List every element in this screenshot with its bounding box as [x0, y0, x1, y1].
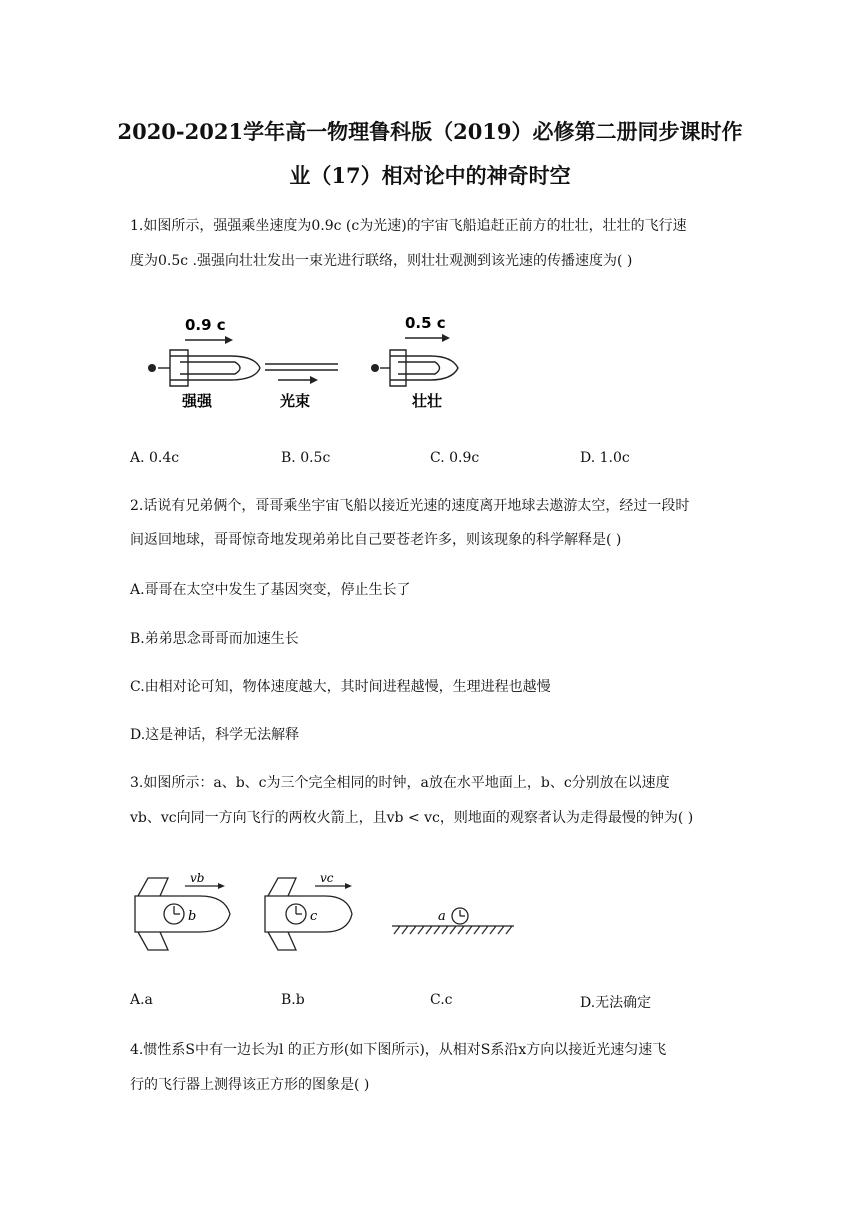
- q3-clock-a: [452, 908, 468, 924]
- q3-clock-c-label: c: [310, 909, 318, 924]
- q3-text-line1: 3.如图所示：a、b、c为三个完全相同的时钟，a放在水平地面上，b、c分别放在以速度: [130, 775, 670, 791]
- q1-option-a[interactable]: A. 0.4c: [130, 450, 180, 466]
- q3-option-a[interactable]: A.a: [130, 992, 153, 1008]
- q3-speed-b: vb: [190, 871, 205, 885]
- q3-option-d[interactable]: D.无法确定: [580, 995, 652, 1011]
- q1-light-beam: [265, 364, 338, 380]
- q3-option-b[interactable]: B.b: [281, 992, 305, 1008]
- q2-text-line2: 间返回地球，哥哥惊奇地发现弟弟比自己要苍老许多，则该现象的科学解释是( ): [130, 532, 622, 548]
- q1-speed-left: 0.9 c: [185, 316, 226, 334]
- q3-text-line2: vb、vc向同一方向飞行的两枚火箭上，且vb < vc，则地面的观察者认为走得最慢的钟为( ): [130, 810, 694, 826]
- q3-clock-b-label: b: [188, 909, 197, 924]
- q2-text-line1: 2.话说有兄弟俩个，哥哥乘坐宇宙飞船以接近光速的速度离开地球去遨游太空，经过一段时: [130, 498, 690, 514]
- q1-rocket-right: [380, 350, 458, 386]
- document-title-line2: 业（17）相对论中的神奇时空: [289, 163, 571, 188]
- q1-option-b[interactable]: B. 0.5c: [281, 450, 331, 466]
- q3-clock-figure: [130, 866, 520, 962]
- q1-rocket-figure: [130, 306, 460, 414]
- q3-clock-a-label: a: [438, 909, 446, 924]
- q1-label-mid: 光束: [280, 392, 311, 410]
- q3-rocket-c: [265, 878, 352, 950]
- q1-label-left: 强强: [182, 392, 213, 410]
- q4-text-line1: 4.惯性系S中有一边长为l 的正方形(如下图所示)，从相对S系沿x方向以接近光速匀速飞: [130, 1042, 667, 1058]
- q1-label-right: 壮壮: [412, 392, 443, 410]
- q1-text-line2: 度为0.5c .强强向壮壮发出一束光进行联络，则壮壮观测到该光速的传播速度为( ): [130, 253, 633, 269]
- q2-option-d[interactable]: D.这是神话，科学无法解释: [130, 727, 300, 743]
- q4-text-line2: 行的飞行器上测得该正方形的图象是( ): [130, 1077, 370, 1093]
- q1-rocket-left: [158, 350, 260, 386]
- q2-option-a[interactable]: A.哥哥在太空中发生了基因突变，停止生长了: [130, 582, 411, 598]
- q3-ground: [392, 926, 514, 934]
- q3-speed-c: vc: [320, 871, 334, 885]
- document-title-line1: 2020-2021学年高一物理鲁科版（2019）必修第二册同步课时作: [117, 119, 743, 144]
- q2-option-b[interactable]: B.弟弟思念哥哥而加速生长: [130, 631, 299, 647]
- q3-option-c[interactable]: C.c: [430, 992, 453, 1008]
- q1-speed-right: 0.5 c: [405, 314, 446, 332]
- q1-text-line1: 1.如图所示，强强乘坐速度为0.9c (c为光速)的宇宙飞船追赶正前方的壮壮，壮壮的飞行速: [130, 218, 687, 234]
- q3-rocket-b: [135, 878, 230, 950]
- q2-option-c[interactable]: C.由相对论可知，物体速度越大，其时间进程越慢，生理进程也越慢: [130, 679, 551, 695]
- q1-option-c[interactable]: C. 0.9c: [430, 450, 480, 466]
- q1-option-d[interactable]: D. 1.0c: [580, 450, 630, 466]
